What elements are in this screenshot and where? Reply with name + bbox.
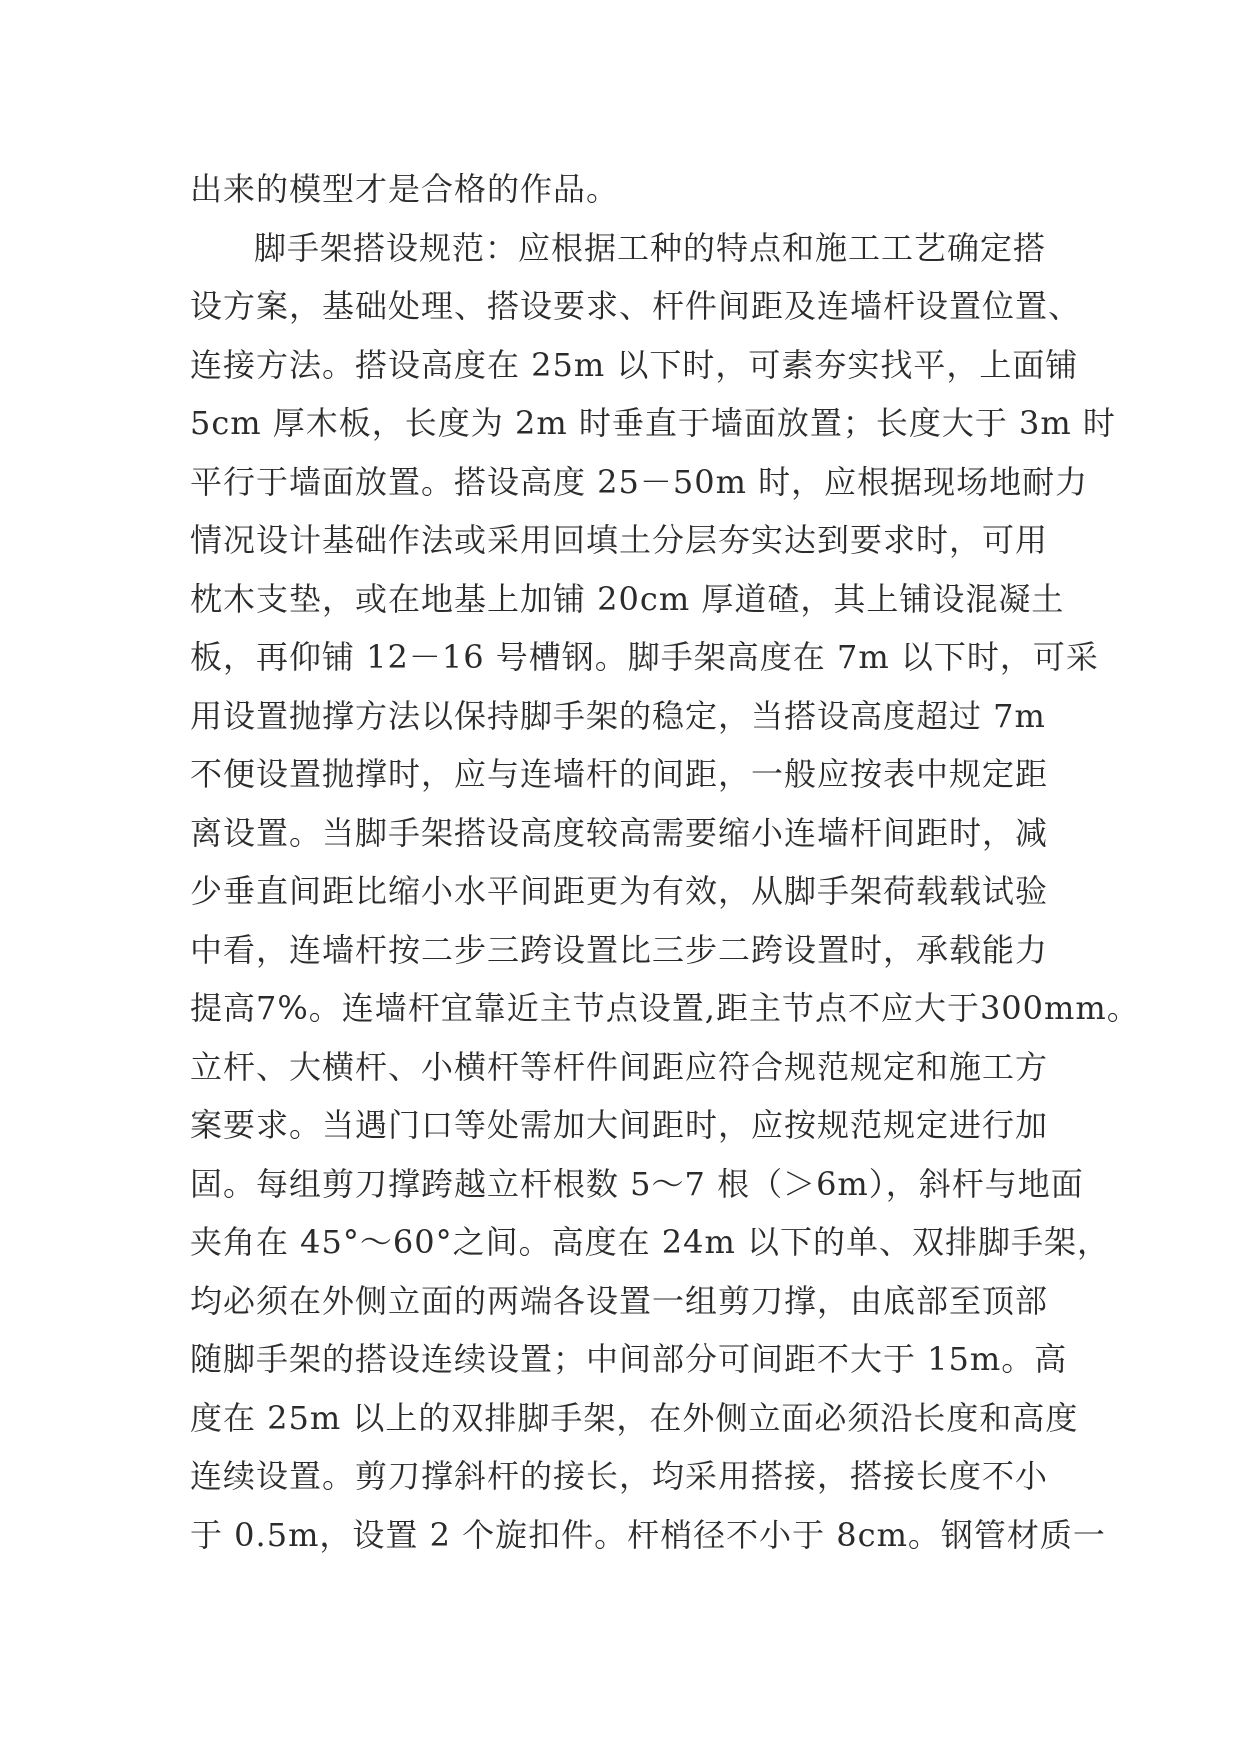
text-line: 出来的模型才是合格的作品。 [190, 170, 620, 208]
text-line: 平行于墙面放置。搭设高度 25－50m 时，应根据现场地耐力 [190, 462, 1089, 501]
text-line: 不便设置抛撑时，应与连墙杆的间距，一般应按表中规定距 [190, 755, 1049, 793]
text-line: 均必须在外侧立面的两端各设置一组剪刀撑，由底部至顶部 [190, 1281, 1049, 1320]
text-line: 枕木支垫，或在地基上加铺 20cm 厚道碴，其上铺设混凝土 [190, 579, 1065, 618]
text-line: 于 0.5m，设置 2 个旋扣件。杆梢径不小于 8cm。钢管材质一 [190, 1515, 1106, 1554]
body-text [190, 160, 1140, 1564]
text-line: 连续设置。剪刀撑斜杆的接长，均采用搭接，搭接长度不小 [190, 1457, 1049, 1495]
text-line: 立杆、大横杆、小横杆等杆件间距应符合规范规定和施工方 [190, 1047, 1049, 1086]
text-line: 度在 25m 以上的双排脚手架，在外侧立面必须沿长度和高度 [190, 1398, 1079, 1437]
text-line: 用设置抛撑方法以保持脚手架的稳定，当搭设高度超过 7m [190, 696, 1046, 735]
paragraph-first-line: 脚手架搭设规范：应根据工种的特点和施工工艺确定搭 [254, 228, 1047, 267]
text-line: 随脚手架的搭设连续设置；中间部分可间距不大于 15m。高 [190, 1340, 1068, 1378]
text-line: 5cm 厚木板，长度为 2m 时垂直于墙面放置；长度大于 3m 时 [190, 404, 1116, 442]
text-line: 固。每组剪刀撑跨越立杆根数 5～7 根（＞6m），斜杆与地面 [190, 1164, 1084, 1203]
text-line: 中看，连墙杆按二步三跨设置比三步二跨设置时，承载能力 [190, 930, 1049, 969]
text-line: 设方案，基础处理、搭设要求、杆件间距及连墙杆设置位置、 [190, 287, 1082, 325]
text-line: 板，再仰铺 12－16 号槽钢。脚手架高度在 7m 以下时，可采 [190, 638, 1099, 676]
text-line: 情况设计基础作法或采用回填土分层夯实达到要求时，可用 [190, 521, 1049, 559]
text-line: 连接方法。搭设高度在 25m 以下时，可素夯实找平，上面铺 [190, 345, 1079, 384]
text-line: 少垂直间距比缩小水平间距更为有效，从脚手架荷载载试验 [190, 872, 1049, 910]
text-line: 夹角在 45°～60°之间。高度在 24m 以下的单、双排脚手架， [190, 1223, 1111, 1261]
text-line: 离设置。当脚手架搭设高度较高需要缩小连墙杆间距时，减 [190, 813, 1049, 852]
text-line: 提高7%。连墙杆宜靠近主节点设置,距主节点不应大于300mm。 [190, 989, 1140, 1027]
text-line: 案要求。当遇门口等处需加大间距时，应按规范规定进行加 [190, 1106, 1049, 1144]
